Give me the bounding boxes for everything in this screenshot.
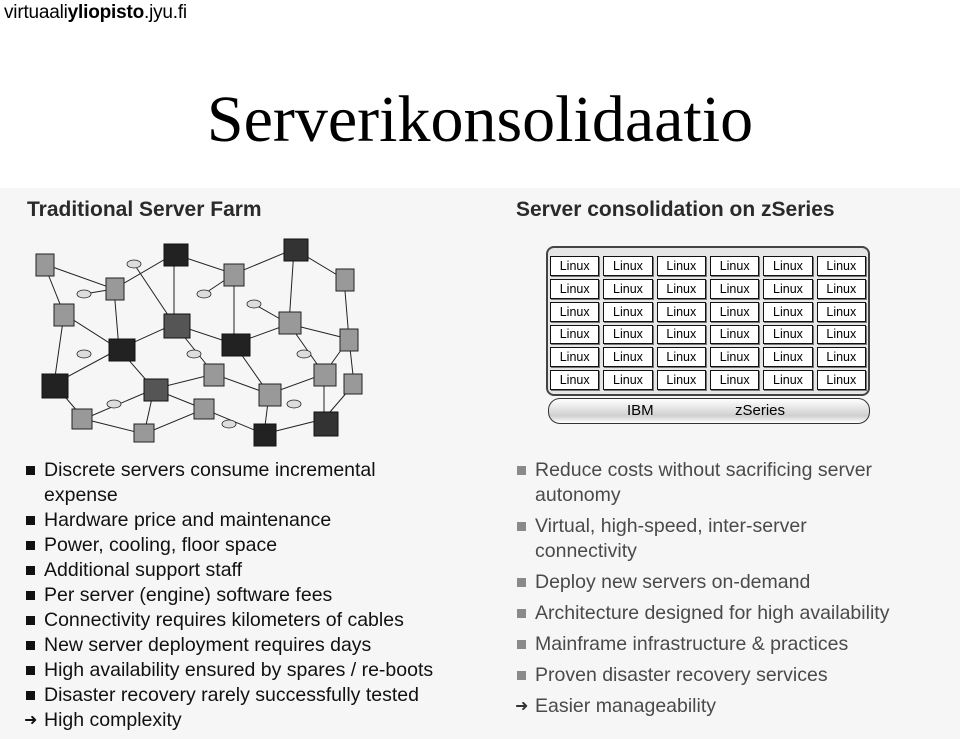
linux-lpar: Linux (657, 302, 706, 322)
linux-lpar: Linux (817, 325, 866, 345)
site-logo (4, 2, 187, 24)
list-item-continuation: autonomy (535, 484, 621, 506)
linux-lpar: Linux (657, 256, 706, 276)
linux-lpar: Linux (657, 279, 706, 299)
linux-lpar: Linux (657, 370, 706, 390)
zseries-mainframe (546, 246, 870, 424)
linux-lpar: Linux (763, 325, 812, 345)
list-item (515, 514, 955, 564)
list-item-text: Power, cooling, floor space (44, 534, 278, 556)
linux-lpar: Linux (550, 347, 599, 367)
list-item-text: Disaster recovery rarely successfully tested (44, 684, 419, 706)
square-bullet-icon (26, 566, 35, 575)
square-bullet-icon (517, 466, 526, 475)
left-heading: Traditional Server Farm (27, 198, 262, 221)
linux-lpar: Linux (763, 370, 812, 390)
list-item-text: Virtual, high-speed, inter-server (535, 515, 807, 537)
linux-lpar: Linux (710, 370, 759, 390)
square-bullet-icon (26, 641, 35, 650)
server-farm-diagram (24, 234, 374, 454)
logo-part-1: virtuaali (4, 2, 68, 23)
list-item-continuation: connectivity (535, 540, 637, 562)
left-bullet-list (24, 458, 494, 733)
list-item (24, 608, 494, 633)
linux-lpar: Linux (817, 279, 866, 299)
list-item (24, 583, 494, 608)
list-item (24, 633, 494, 658)
square-bullet-icon (517, 522, 526, 531)
square-bullet-icon (26, 466, 35, 475)
list-item (515, 601, 955, 626)
right-bullet-list (515, 458, 955, 725)
list-item-text: Per server (engine) software fees (44, 584, 333, 606)
logo-part-2: yliopisto (67, 2, 144, 23)
list-item-text: Proven disaster recovery services (535, 664, 828, 686)
square-bullet-icon (26, 666, 35, 675)
linux-lpar: Linux (550, 370, 599, 390)
list-item (515, 632, 955, 657)
linux-lpar: Linux (710, 256, 759, 276)
slide-title: Serverikonsolidaatio (206, 83, 754, 156)
linux-lpar: Linux (763, 256, 812, 276)
linux-lpar: Linux (817, 256, 866, 276)
linux-lpar: Linux (603, 256, 652, 276)
linux-lpar: Linux (603, 370, 652, 390)
list-item-text: High availability ensured by spares / re-boots (44, 659, 434, 681)
linux-lpar: Linux (763, 347, 812, 367)
list-item-text: Discrete servers consume incremental (44, 459, 376, 481)
linux-lpar: Linux (657, 325, 706, 345)
linux-lpar: Linux (763, 302, 812, 322)
list-item-text: High complexity (44, 709, 182, 731)
right-heading: Server consolidation on zSeries (516, 198, 835, 221)
linux-lpar: Linux (817, 347, 866, 367)
linux-lpar: Linux (710, 325, 759, 345)
list-item-text: Reduce costs without sacrificing server (535, 459, 873, 481)
list-item (24, 458, 494, 508)
linux-lpar: Linux (710, 347, 759, 367)
square-bullet-icon (26, 691, 35, 700)
square-bullet-icon (517, 640, 526, 649)
linux-lpar: Linux (603, 347, 652, 367)
linux-lpar: Linux (550, 256, 599, 276)
list-item-continuation: expense (44, 484, 118, 506)
list-item (515, 458, 955, 508)
linux-lpar: Linux (763, 279, 812, 299)
list-item (24, 683, 494, 708)
square-bullet-icon (26, 591, 35, 600)
list-item-text: Mainframe infrastructure & practices (535, 633, 849, 655)
list-item (515, 570, 955, 595)
mainframe-base (548, 398, 870, 424)
list-item-text: Additional support staff (44, 559, 243, 581)
linux-lpar: Linux (817, 370, 866, 390)
linux-lpar-grid (550, 256, 866, 390)
list-item-text: New server deployment requires days (44, 634, 372, 656)
square-bullet-icon (517, 609, 526, 618)
linux-lpar: Linux (710, 302, 759, 322)
list-item (24, 558, 494, 583)
list-item (24, 708, 494, 733)
linux-lpar: Linux (603, 302, 652, 322)
list-item-text: Easier manageability (535, 695, 717, 717)
list-item-text: Hardware price and maintenance (44, 509, 332, 531)
list-item (515, 663, 955, 688)
arrow-right-icon: ➜ (24, 712, 38, 729)
list-item (24, 533, 494, 558)
square-bullet-icon (26, 516, 35, 525)
arrow-right-icon: ➜ (515, 698, 529, 715)
list-item (24, 508, 494, 533)
square-bullet-icon (26, 616, 35, 625)
square-bullet-icon (517, 578, 526, 587)
list-item-text: Connectivity requires kilometers of cables (44, 609, 404, 631)
list-item (24, 658, 494, 683)
list-item-text: Deploy new servers on-demand (535, 571, 811, 593)
server-icons (36, 239, 362, 446)
base-label-ibm: IBM (627, 402, 654, 419)
square-bullet-icon (26, 541, 35, 550)
linux-lpar: Linux (817, 302, 866, 322)
linux-lpar: Linux (550, 325, 599, 345)
linux-lpar: Linux (657, 347, 706, 367)
linux-lpar: Linux (550, 302, 599, 322)
linux-lpar: Linux (550, 279, 599, 299)
linux-lpar: Linux (710, 279, 759, 299)
logo-part-3: .jyu.fi (144, 2, 187, 23)
square-bullet-icon (517, 671, 526, 680)
linux-lpar: Linux (603, 279, 652, 299)
list-item-text: Architecture designed for high availability (535, 602, 890, 624)
base-label-zseries: zSeries (735, 402, 786, 419)
linux-lpar: Linux (603, 325, 652, 345)
list-item (515, 694, 955, 719)
